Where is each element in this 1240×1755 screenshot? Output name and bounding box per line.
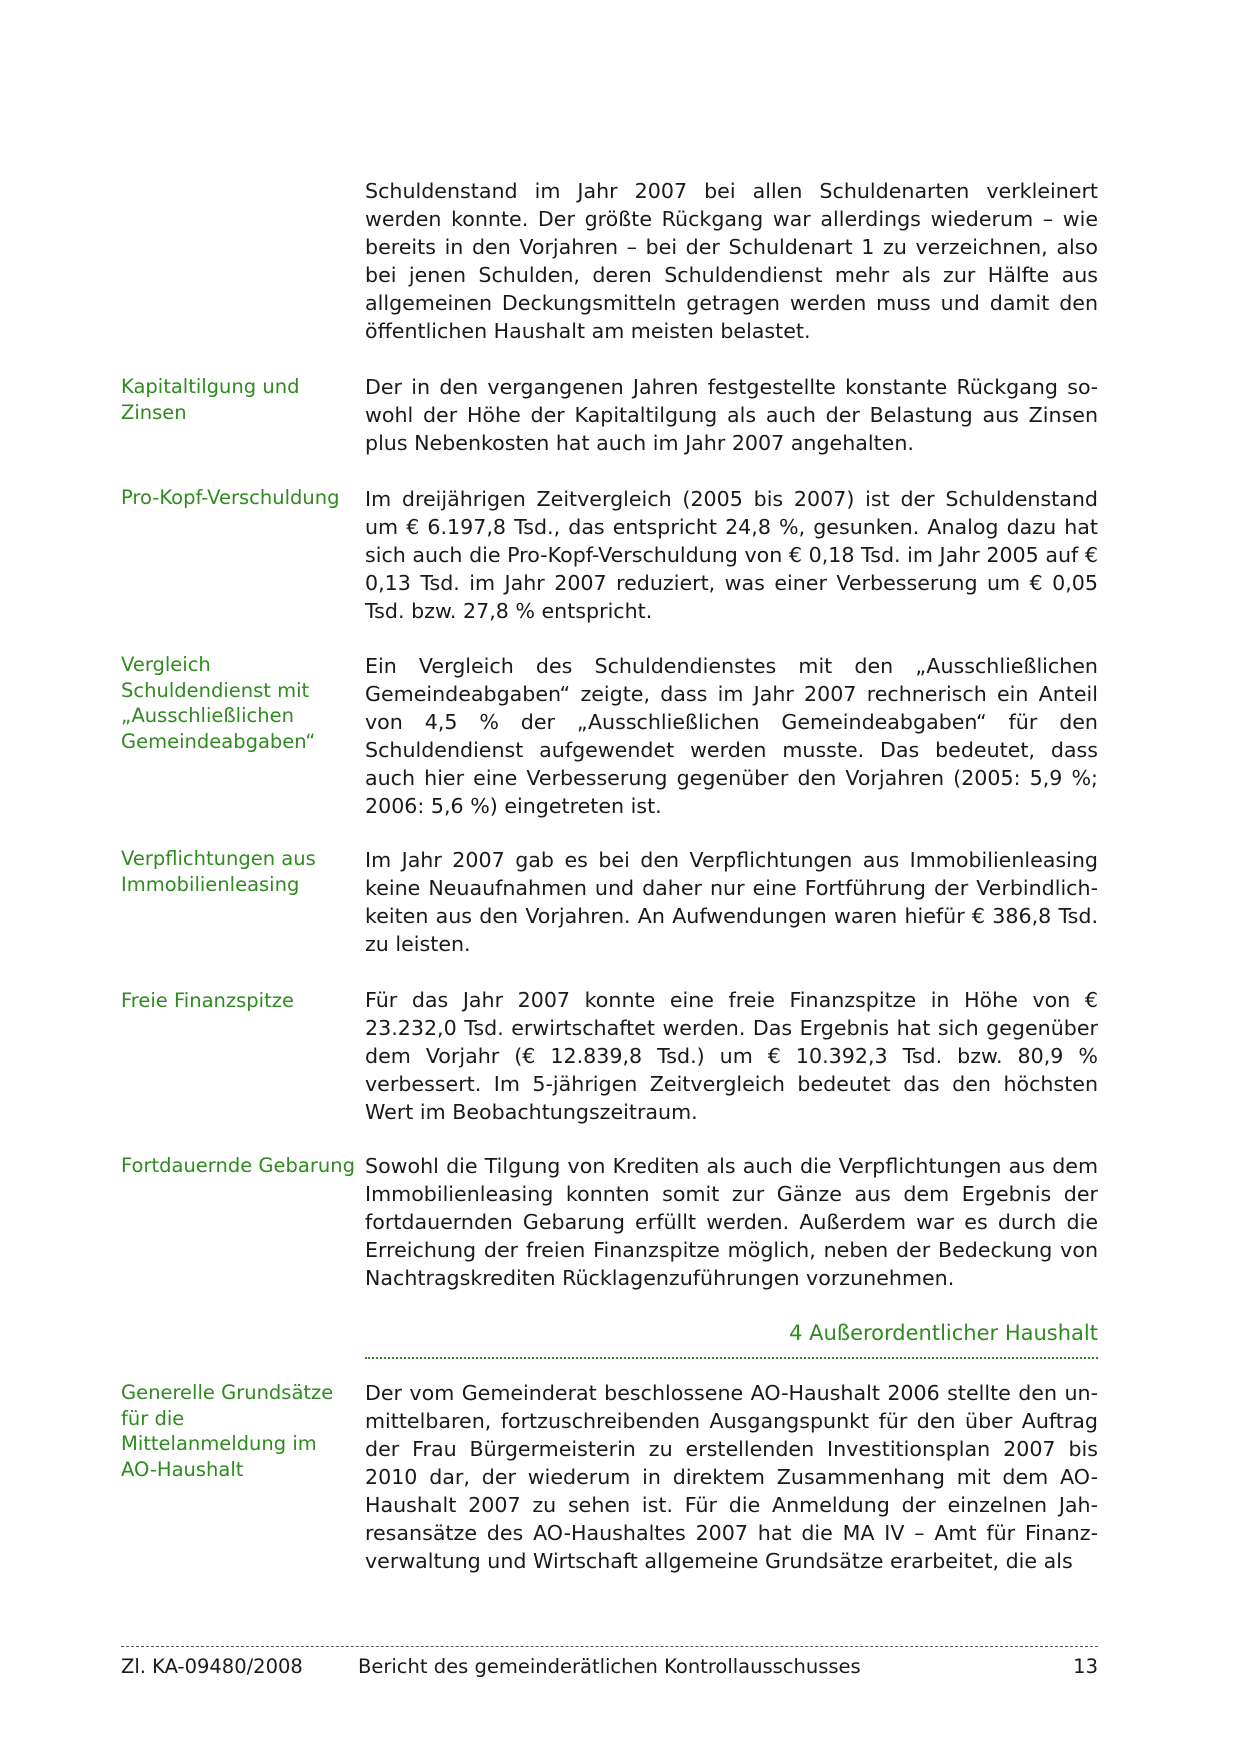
body-text-leasing: Im Jahr 2007 gab es bei den Verpflichtungen aus Immobilienleasing keine Neuaufnahmen und daher nur eine Fortführung der Verbindlichkeiten aus den Vorjahren. An Aufwendungen waren hiefür € 386,8 Tsd. zu leisten. <box>365 848 1098 956</box>
side-heading-grundsaetze: Generelle Grundsätze für die Mittelanmeldung im AO-Haushalt <box>121 1381 334 1481</box>
side-heading-kapitaltilgung: Kapitaltilgung und Zinsen <box>121 375 300 424</box>
page-number: 13 <box>1073 1655 1098 1678</box>
side-heading-vergleich: Vergleich Schuldendienst mit „Ausschließlichen Gemeindeabgaben“ <box>121 653 316 753</box>
chapter-heading: 4 Außerordentlicher Haushalt <box>789 1321 1098 1345</box>
body-text-finanzspitze: Für das Jahr 2007 konnte eine freie Finanzspitze in Höhe von € 23.232,0 Tsd. erwirtschaftet werden. Das Ergebnis hat sich gegenüber dem Vorjahr (€ 12.839,8 Tsd.) um € 10.392,3 Tsd. bzw. 80,9 % verbessert. Im 5-jährigen Zeitvergleich bedeutet das den höchsten Wert im Beobachtungszeitraum. <box>365 988 1098 1124</box>
footer-title: Bericht des gemeinderätlichen Kontrollausschusses <box>358 1655 861 1678</box>
footer-reference: Zl. KA-09480/2008 <box>121 1655 303 1678</box>
body-text-grundsaetze: Der vom Gemeinderat beschlossene AO-Haushalt 2006 stellte den unmittelbaren, fortzuschreibenden Ausgangspunkt für den über Auftrag der Frau Bürgermeisterin zu erstellenden Investitionsplan 2007 bis 2010 dar, der wiederum in direktem Zusammenhang mit dem AO-Haushalt 2007 zu sehen ist. Für die Anmeldung der einzelnen Jahresansätze des AO-Haushaltes 2007 hat die MA IV – Amt für Finanzverwaltung und Wirtschaft allgemeine Grundsätze erarbeitet, die als <box>365 1381 1098 1573</box>
side-heading-finanzspitze: Freie Finanzspitze <box>121 989 294 1012</box>
body-text-kapitaltilgung: Der in den vergangenen Jahren festgestellte konstante Rückgang sowohl der Höhe der Kapitaltilgung als auch der Belastung aus Zinsen plus Nebenkosten hat auch im Jahr 2007 angehalten. <box>365 375 1098 455</box>
body-text-continuation: Schuldenstand im Jahr 2007 bei allen Schuldenarten verkleinert werden konnte. Der größte Rückgang war allerdings wiederum – wie bereits in den Vorjahren – bei der Schuldenart 1 zu verzeichnen, also bei jenen Schulden, deren Schuldendienst mehr als zur Hälfte aus allgemeinen Deckungsmitteln getragen werden muss und damit den öffentlichen Haushalt am meisten belastet. <box>365 179 1098 343</box>
footer-rule <box>121 1646 1098 1647</box>
body-text-gebarung: Sowohl die Tilgung von Krediten als auch die Verpflichtungen aus dem Immobilienleasing konnten somit zur Gänze aus dem Ergebnis der fortdauernden Gebarung erfüllt werden. Außerdem war es durch die Erreichung der freien Finanzspitze möglich, neben der Bedeckung von Nachtragskrediten Rücklagenzuführungen vorzunehmen. <box>365 1154 1098 1290</box>
side-heading-gebarung: Fortdauernde Gebarung <box>121 1154 355 1177</box>
body-text-pro-kopf: Im dreijährigen Zeitvergleich (2005 bis 2007) ist der Schuldenstand um € 6.197,8 Tsd., das entspricht 24,8 %, gesunken. Analog dazu hat sich auch die Pro-Kopf-Verschuldung von € 0,18 Tsd. im Jahr 2005 auf € 0,13 Tsd. im Jahr 2007 reduziert, was einer Verbesserung um € 0,05 Tsd. bzw. 27,8 % entspricht. <box>365 487 1098 623</box>
body-text-vergleich: Ein Vergleich des Schuldendienstes mit den „Ausschließlichen Gemeindeabgaben“ zeigte, dass im Jahr 2007 rechnerisch ein Anteil von 4,5 % der „Ausschließlichen Gemeindeabgaben“ für den Schuldendienst aufgewendet werden musste. Das bedeutet, dass auch hier eine Verbesserung gegenüber den Vorjahren (2005: 5,9 %; 2006: 5,6 %) eingetreten ist. <box>365 654 1098 818</box>
side-heading-pro-kopf: Pro-Kopf-Verschuldung <box>121 486 340 509</box>
side-heading-leasing: Verpflichtungen aus Immobilienleasing <box>121 847 316 896</box>
chapter-heading-rule <box>365 1357 1098 1359</box>
